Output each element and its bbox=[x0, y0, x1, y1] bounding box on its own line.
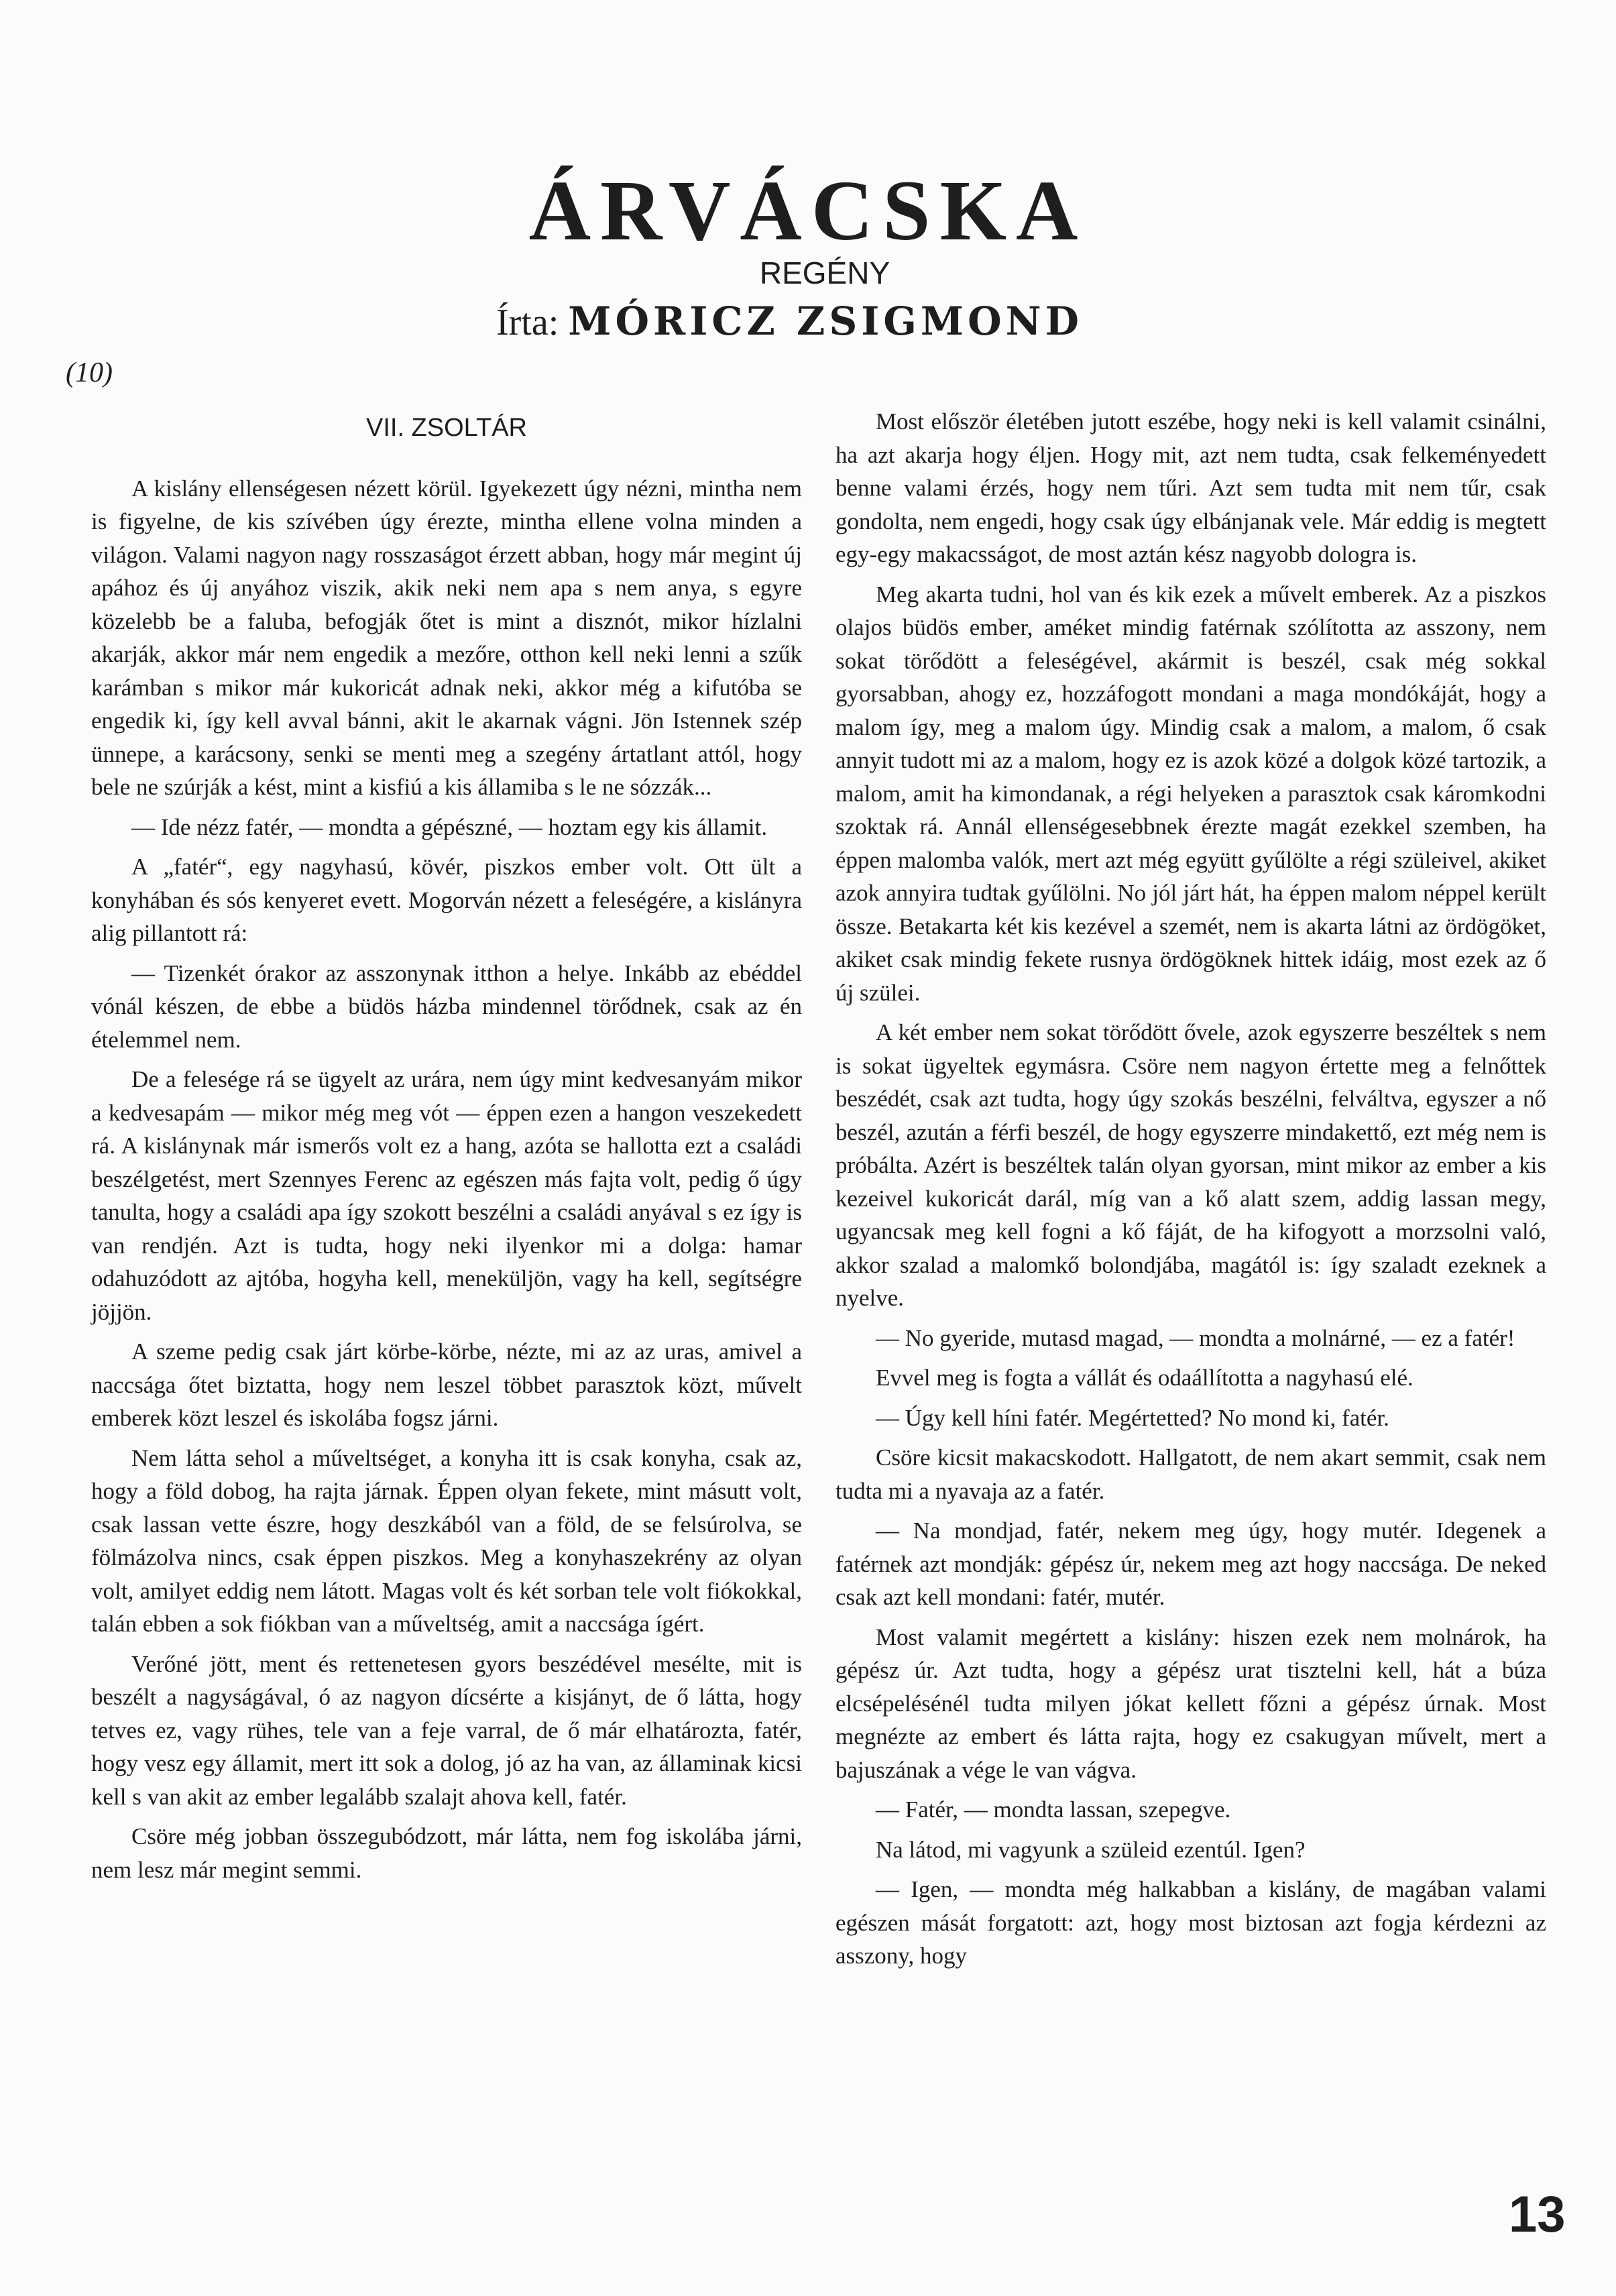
author-name: MÓRICZ ZSIGMOND bbox=[568, 298, 1083, 344]
paragraph: Evvel meg is fogta a vállát és odaállította a nagyhasú elé. bbox=[876, 1365, 1413, 1391]
paragraph: — Fatér, — mondta lassan, szepegve. bbox=[876, 1796, 1231, 1823]
chapter-title: VII. ZSOLTÁR bbox=[365, 414, 527, 442]
paragraph: — Tizenkét órakor az asszonynak itthon a helye. Inkább az ebéddel vónál készen, de ebbe a büdös házba mindennel törődnek, csak az én ételemmel nem. bbox=[91, 960, 802, 1053]
paragraph: Csöre kicsit makacskodott. Hallgatott, de nem akart semmit, csak nem tudta mi a nyavaja az a fatér. bbox=[835, 1444, 1546, 1504]
paragraph: A szeme pedig csak járt körbe-körbe, nézte, mi az az uras, amivel a naccsága őtet biztatta, hogy nem leszel többet parasztok közt, művelt emberek közt leszel és iskolába fogsz járni. bbox=[91, 1338, 802, 1431]
paragraph: Meg akarta tudni, hol van és kik ezek a művelt emberek. Az a piszkos olajos büdös ember, améket mindig fatérnak szólította az asszony, nem sokat törődött a feleségével, akármit is beszél, csak még sokkal gyorsabban, ahogy ez, hozzáfogott mondani a maga mondókáját, hogy a malom így, meg a malom úgy. Mindig csak a malom, a malom, ő csak annyit tudott mi az a malom, hogy ez is azok közé a dolgok közé tartozik, a malom, amit ha kimondanak, a régi helyeken a parasztok csak káromkodni szoktak rá. Annál ellenségesebbnek érezte magát ezekkel szemben, ha éppen malomba valók, mert azt még együtt gyűlölte a régi szüleivel, akiket azok annyira tudtak gyűlölni. No jól járt hát, ha éppen malom néppel került össze. Betakarta két kis kezével a szemét, nem is akarta látni az ördögöket, akiket csak mindig fekete rusnya ördögöknek hittek idáig, most ezek az ő új szülei. bbox=[835, 581, 1546, 1006]
author-prefix: Írta: bbox=[496, 302, 559, 343]
paragraph: — Igen, — mondta még halkabban a kislány, de magában valami egészen mását forgatott: azt, hogy most biztosan azt fogja kérdezni az asszony, hogy bbox=[835, 1876, 1546, 1969]
story-subtitle: REGÉNY bbox=[759, 255, 890, 290]
paragraph: Csöre még jobban összegubódzott, már látta, nem fog iskolába járni, nem lesz már megint semmi. bbox=[91, 1823, 802, 1883]
paragraph: Most valamit megértett a kislány: hiszen ezek nem molnárok, ha gépész úr. Azt tudta, hogy a gépész urat tisztelni kell, hát a búza elcsépelésénél tudta milyen jókat kellett főzni a gépész úrnak. Most megnézte az embert és látta rajta, hogy ez csakugyan művelt, mert a bajuszának a vége le van vágva. bbox=[835, 1623, 1546, 1783]
paragraph: — Úgy kell híni fatér. Megértetted? No mond ki, fatér. bbox=[876, 1404, 1389, 1431]
paragraph: — No gyeride, mutasd magad, — mondta a molnárné, — ez a fatér! bbox=[876, 1324, 1515, 1351]
paragraph: Verőné jött, ment és rettenetesen gyors beszédével mesélte, mit is beszélt a nagyságával, ó az nagyon dícsérte a kisjányt, de ő látta, hogy tetves ez, vagy rühes, tele van a feje varral, de ő már elhatározta, fatér, hogy vesz egy államit, mert itt sok a dolog, jó az ha van, az államinak kicsi kell s van akit az ember legalább szalajt ahova kell, fatér. bbox=[91, 1650, 802, 1810]
story-title: ÁRVÁCSKA bbox=[528, 163, 1088, 258]
paragraph: Na látod, mi vagyunk a szüleid ezentúl. Igen? bbox=[876, 1836, 1306, 1863]
paragraph: A „fatér“, egy nagyhasú, kövér, piszkos ember volt. Ott ült a konyhában és sós kenyeret evett. Mogorván nézett a feleségére, a kislányra alig pillantott rá: bbox=[91, 854, 802, 946]
paragraph: — Na mondjad, fatér, nekem meg úgy, hogy mutér. Idegenek a fatérnek azt mondják: gépész úr, nekem meg azt hogy naccsága. De neked csak azt kell mondani: fatér, mutér. bbox=[835, 1517, 1546, 1610]
paragraph: A két ember nem sokat törődött ővele, azok egyszerre beszéltek s nem is sokat ügyeltek egymásra. Csöre nem nagyon értette meg a felnőttek beszédét, csak azt tudta, hogy úgy szokás beszélni, felváltva, egyszer a nő beszél, azután a férfi beszél, de hogy egyszerre mindakettő, ezt még nem is próbálta. Azért is beszéltek talán olyan gyorsan, mint mikor az ember a kis kezeivel kukoricát darál, míg van a kő alatt szem, addig lassan megy, ugyancsak meg kell fogni a kő fáját, de ha kifogyott a morzsolni való, akkor szalad a malomkő bolondjába, magától is: így szaladt ezeknek a nyelve. bbox=[835, 1019, 1546, 1311]
paragraph: De a felesége rá se ügyelt az urára, nem úgy mint kedvesanyám mikor a kedvesapám — mikor még meg vót — éppen ezen a hangon veszekedett rá. A kislánynak már ismerős volt ez a hang, azóta se hallotta ezt a családi beszélgetést, mert Szennyes Ferenc az egészen más fajta volt, pedig ő úgy tanulta, hogy a családi apa így szokott beszélni a családi anyával s ez így is van rendjén. Azt is tudta, hogy neki ilyenkor mi a dolga: hamar odahuzódott az ajtóba, hogyha kell, meneküljön, vagy ha kell, segítségre jöjjön. bbox=[91, 1066, 802, 1325]
page-number: 13 bbox=[1509, 2186, 1566, 2243]
left-column bbox=[91, 402, 802, 1893]
paragraph: Most először életében jutott eszébe, hogy neki is kell valamit csinálni, ha azt akarja hogy éljen. Hogy mit, azt nem tudta, csak felkeményedett benne valami érzés, hogy nem tűri. Azt sem tudta mit nem tűr, csak gondolta, nem engedi, hogy csak úgy elbánjanak vele. Már eddig is megtett egy-egy makacsságot, de most aztán kész nagyobb dologra is. bbox=[835, 408, 1546, 567]
paragraph: — Ide nézz fatér, — mondta a gépészné, — hoztam egy kis államit. bbox=[131, 813, 768, 840]
paragraph: A kislány ellenségesen nézett körül. Igyekezett úgy nézni, mintha nem is figyelne, de kis szívében úgy érezte, mintha ellene volna minden a világon. Valami nagyon nagy rosszaságot érzett abban, hogy már megint új apához és új anyához viszik, akik neki nem apa s nem anya, s egyre közelebb be a faluba, befogják őtet is mint a disznót, mikor hízlalni akarják, akkor már nem engedik a mezőre, otthon kell neki lenni a szűk karámban s mikor már kukoricát adnak neki, akkor még a kifutóba se engedik ki, így kell avval bánni, akit le akarnak vágni. Jön Istennek szép ünnepe, a karácsony, senki se menti meg a szegény ártatlant attól, hogy bele ne szúrják a kést, mint a kisfiú a kis államiba s le ne sózzák... bbox=[91, 475, 802, 800]
paragraph: Nem látta sehol a műveltséget, a konyha itt is csak konyha, csak az, hogy a föld dobog, ha rajta járnak. Éppen olyan fekete, mint másutt volt, csak lassan vette észre, hogy deszkából van a föld, de se felsúrolva, se fölmázolva nincs, csak éppen piszkos. Meg a konyhaszekrény az olyan volt, amilyet eddig nem látott. Magas volt és két sorban tele volt fiókokkal, talán ebben a sok fiókban van a műveltség, amit a naccsága ígért. bbox=[91, 1444, 802, 1637]
installment-number: (10) bbox=[66, 357, 113, 388]
author-line bbox=[496, 298, 1083, 344]
right-column bbox=[835, 405, 1546, 1979]
